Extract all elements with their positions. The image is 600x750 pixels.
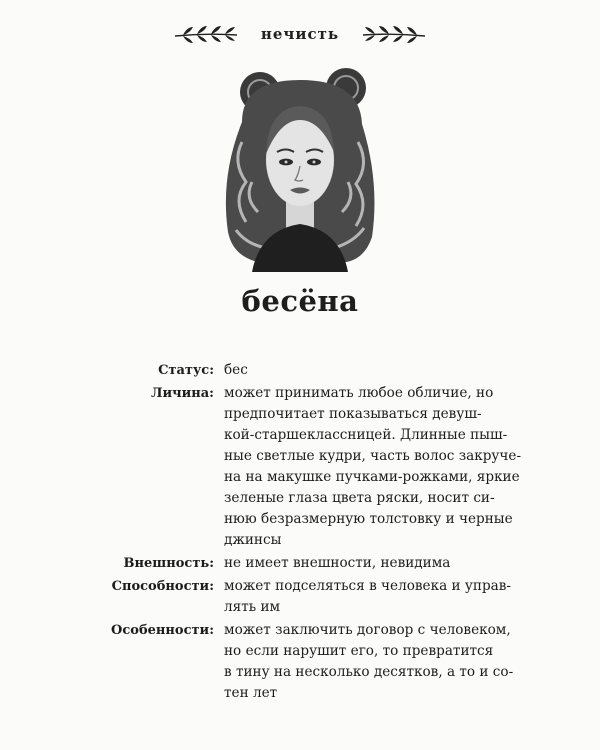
chapter-header [0, 14, 600, 54]
guise-label: Личина: [150, 386, 214, 401]
status-label: Статус: [158, 363, 214, 378]
appearance-label: Внешность: [123, 556, 214, 571]
features-value: может заключить договор с человеком, но если нарушит его, то превратится в тину на несколько десятков, а то и со- тен лет [224, 622, 514, 701]
abilities-label: Способности: [111, 579, 214, 594]
right-branch-icon [361, 24, 427, 44]
appearance-row [100, 553, 520, 574]
abilities-value: может подселяться в человека и управ- лять им [224, 578, 512, 615]
guise-value: может принимать любое обличие, но предпочитает показываться девуш- кой-старшеклассницей. Длинные пыш- ные светлые кудри, часть волос закруче- на на макушке пучками-рожками, яркие зеленые глаза цвета ряски, носит си- нюю безразмерную толстовку и черные джинсы [224, 385, 522, 548]
status-row [100, 360, 520, 381]
appearance-value: не имеет внешности, невидима [224, 555, 451, 571]
features-row [100, 620, 520, 704]
woman-portrait-illustration [212, 62, 388, 272]
status-value: бес [224, 362, 248, 378]
features-label: Особенности: [111, 623, 214, 638]
left-branch-icon [173, 24, 239, 44]
character-portrait [212, 62, 388, 272]
guise-row [100, 383, 520, 551]
chapter-title: нечисть [260, 25, 340, 43]
abilities-row [100, 576, 520, 618]
character-details [100, 360, 520, 706]
character-name: бесёна [241, 284, 359, 318]
